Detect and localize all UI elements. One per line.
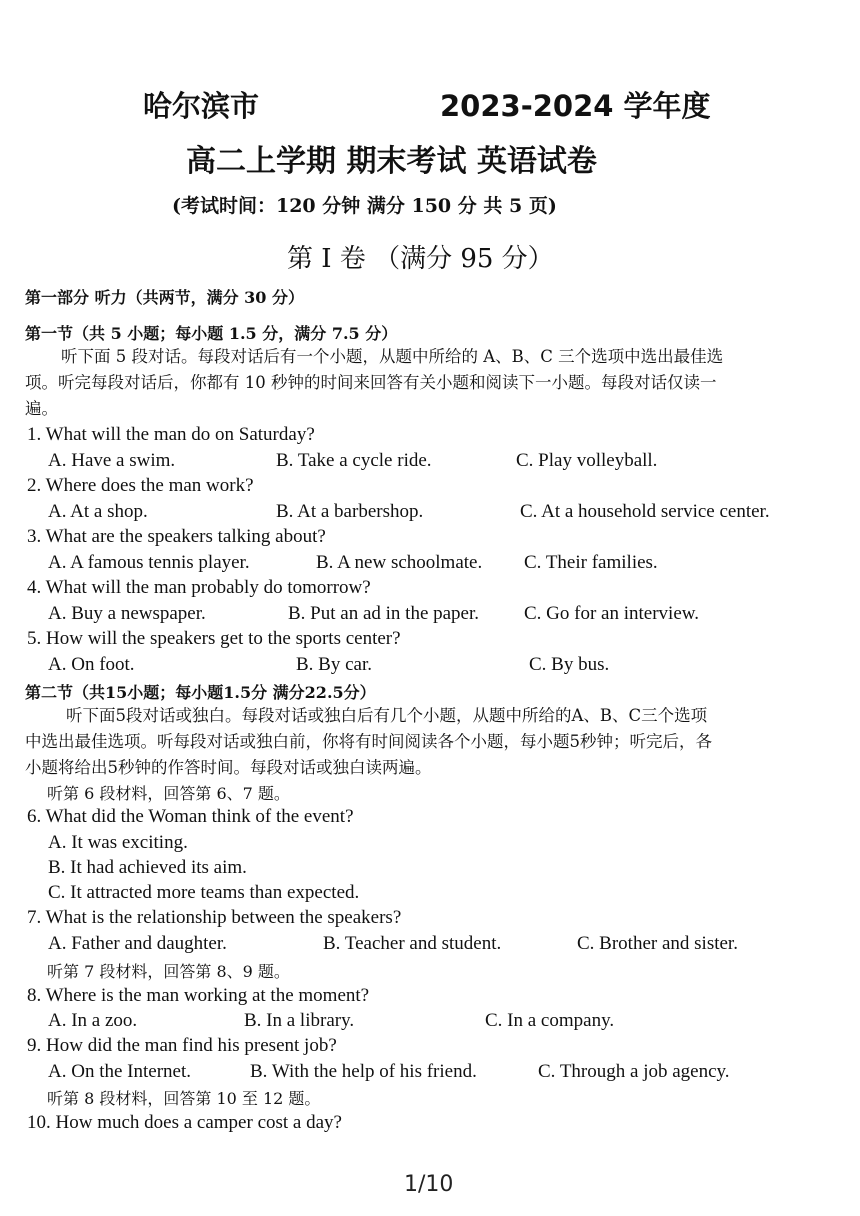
option-c: C. Play volleyball.: [516, 450, 658, 471]
material-note: 听第 6 段材料，回答第 6、7 题。: [47, 784, 290, 803]
section1-instruction-line: 听下面 5 段对话。每段对话后有一个小题，从题中所给的 A、B、C 三个选项中选出最佳选: [61, 347, 724, 366]
option-c: C. Their families.: [524, 552, 658, 573]
question-stem: 4. What will the man probably do tomorrow?: [27, 577, 371, 598]
option-b: B. With the help of his friend.: [250, 1061, 477, 1082]
section2-heading: 第二节（共15小题；每小题1.5分 满分22.5分）: [25, 683, 376, 702]
option-a: A. At a shop.: [48, 501, 148, 522]
option-c: C. Through a job agency.: [538, 1061, 730, 1082]
option-b: B. At a barbershop.: [276, 501, 424, 522]
material-note: 听第 7 段材料，回答第 8、9 题。: [47, 962, 290, 981]
question-stem: 3. What are the speakers talking about?: [27, 526, 326, 547]
option-b: B. Take a cycle ride.: [276, 450, 432, 471]
material-note: 听第 8 段材料，回答第 10 至 12 题。: [47, 1089, 321, 1108]
question-stem: 7. What is the relationship between the speakers?: [27, 907, 402, 928]
option-b: B. In a library.: [244, 1010, 355, 1031]
option-a: A. A famous tennis player.: [48, 552, 250, 573]
option-c: C. It attracted more teams than expected.: [48, 882, 360, 903]
option-b: B. Put an ad in the paper.: [288, 603, 480, 624]
question-stem: 9. How did the man find his present job?: [27, 1035, 337, 1056]
option-a: A. On the Internet.: [48, 1061, 191, 1082]
exam-title: 高二上学期 期末考试 英语试卷: [186, 144, 597, 179]
option-b: B. A new schoolmate.: [316, 552, 483, 573]
option-b: B. It had achieved its aim.: [48, 857, 247, 878]
option-a: A. On foot.: [48, 654, 135, 675]
option-a: A. Have a swim.: [48, 450, 176, 471]
exam-meta: (考试时间：120 分钟 满分 150 分 共 5 页): [172, 195, 557, 217]
option-b: B. By car.: [296, 654, 372, 675]
question-stem: 2. Where does the man work?: [27, 475, 254, 496]
part-heading: 第一部分 听力（共两节，满分 30 分）: [25, 288, 304, 307]
option-b: B. Teacher and student.: [323, 933, 502, 954]
option-a: A. Father and daughter.: [48, 933, 227, 954]
section1-instruction-line: 项。听完每段对话后，你都有 10 秒钟的时间来回答有关小题和阅读下一小题。每段对话仅读一: [25, 373, 717, 392]
question-stem: 5. How will the speakers get to the sports center?: [27, 628, 401, 649]
option-c: C. Brother and sister.: [577, 933, 738, 954]
section1-heading: 第一节（共 5 小题；每小题 1.5 分，满分 7.5 分）: [25, 324, 398, 343]
option-c: C. At a household service center.: [520, 501, 770, 522]
option-c: C. In a company.: [485, 1010, 615, 1031]
section2-instruction-line: 小题将给出5秒钟的作答时间。每段对话或独白读两遍。: [25, 758, 432, 777]
question-stem: 8. Where is the man working at the moment?: [27, 985, 370, 1006]
question-stem: 6. What did the Woman think of the event?: [27, 806, 354, 827]
exam-year: 2023-2024 学年度: [440, 89, 711, 123]
question-stem: 1. What will the man do on Saturday?: [27, 424, 315, 445]
option-a: A. It was exciting.: [48, 832, 188, 853]
section2-instruction-line: 中选出最佳选项。听每段对话或独白前，你将有时间阅读各个小题，每小题5秒钟；听完后，各: [25, 732, 712, 751]
option-a: A. Buy a newspaper.: [48, 603, 206, 624]
exam-city: 哈尔滨市: [143, 89, 260, 123]
option-c: C. Go for an interview.: [524, 603, 699, 624]
option-a: A. In a zoo.: [48, 1010, 138, 1031]
section2-instruction-line: 听下面5段对话或独白。每段对话或独白后有几个小题，从题中所给的A、B、C三个选项: [66, 706, 708, 725]
page-number: 1/10: [404, 1172, 454, 1197]
section1-instruction-line: 遍。: [25, 399, 58, 418]
volume-heading: 第 I 卷 （满分 95 分）: [287, 244, 554, 274]
question-stem: 10. How much does a camper cost a day?: [27, 1112, 342, 1133]
option-c: C. By bus.: [529, 654, 610, 675]
